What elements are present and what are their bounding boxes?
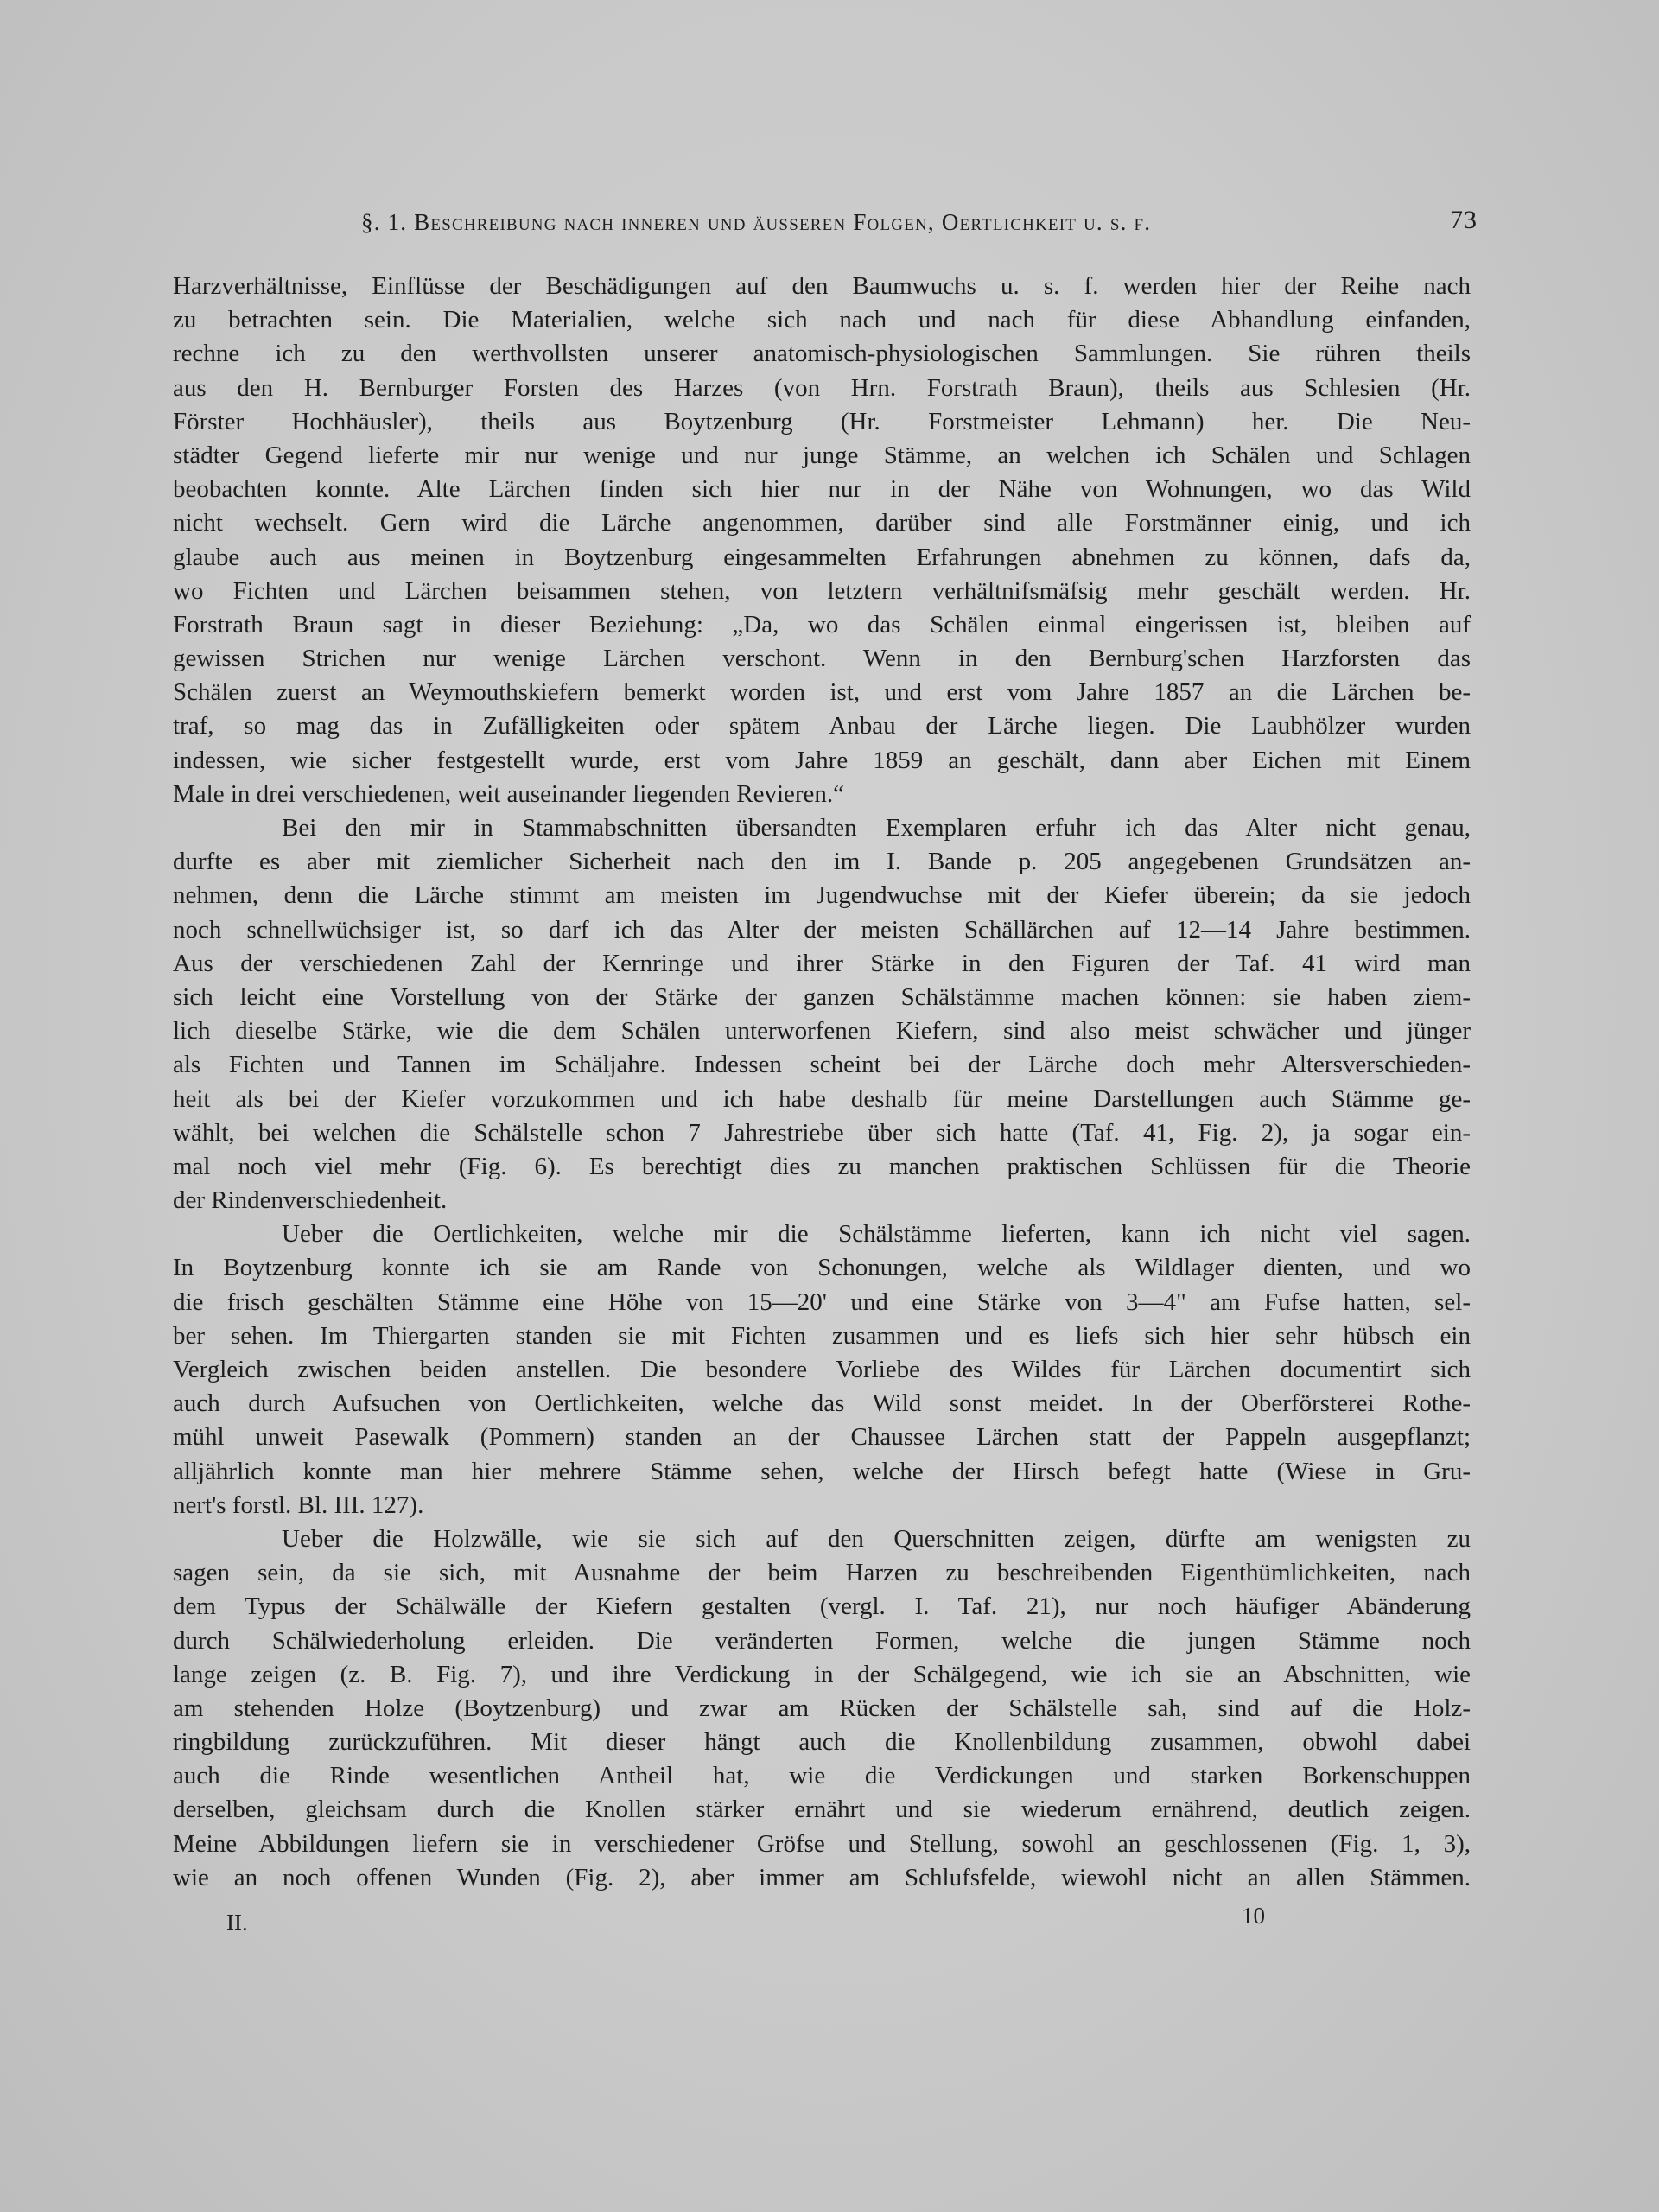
text-line: Harzverhältnisse, Einflüsse der Beschädigungen auf den Baumwuchs u. s. f. werden hier der Reihe nach [173, 272, 1471, 300]
text-line: Ueber die Oertlichkeiten, welche mir die Schälstämme lieferten, kann ich nicht viel sagen. [282, 1220, 1471, 1249]
text-line: ber sehen. Im Thiergarten standen sie mit Fichten zusammen und es liefs sich hier sehr hübsch ein [173, 1321, 1471, 1350]
text-line: In Boytzenburg konnte ich sie am Rande von Schonungen, welche als Wildlager dienten, und wo [173, 1254, 1471, 1282]
text-line: durch Schälwiederholung erleiden. Die veränderten Formen, welche die jungen Stämme noch [173, 1626, 1471, 1655]
text-line: traf, so mag das in Zufälligkeiten oder spätem Anbau der Lärche liegen. Die Laubhölzer wurden [173, 712, 1471, 741]
running-header [173, 206, 1478, 244]
text-line: nehmen, denn die Lärche stimmt am meisten im Jugendwuchse mit der Kiefer überein; da sie jedoch [173, 881, 1471, 910]
text-line: rechne ich zu den werthvollsten unserer anatomisch-physiologischen Sammlungen. Sie rühren theils [173, 340, 1471, 368]
text-line: durfte es aber mit ziemlicher Sicherheit nach den im I. Bande p. 205 angegebenen Grundsätzen an- [173, 848, 1471, 876]
text-line: die frisch geschälten Stämme eine Höhe von 15—20' und eine Stärke von 3—4" am Fufse hatten, sel- [173, 1287, 1471, 1316]
page-number: 73 [1450, 206, 1478, 234]
text-line: beobachten konnte. Alte Lärchen finden sich hier nur in der Nähe von Wohnungen, wo das Wild [173, 475, 1471, 504]
text-line: nert's forstl. Bl. III. 127). [173, 1491, 424, 1519]
text-line: glaube auch aus meinen in Boytzenburg eingesammelten Erfahrungen abnehmen zu können, dafs da, [173, 543, 1471, 571]
footer-sheet-number: 10 [1242, 1903, 1265, 1929]
footer-signature: II. [226, 1910, 248, 1936]
text-line: Forstrath Braun sagt in dieser Beziehung: „Da, wo das Schälen einmal eingerissen ist, bleiben auf [173, 610, 1471, 639]
text-line: auch durch Aufsuchen von Oertlichkeiten, welche das Wild sonst meidet. In der Oberförsterei Rothe- [173, 1389, 1471, 1418]
text-line: nicht wechselt. Gern wird die Lärche angenommen, darüber sind alle Forstmänner einig, und ich [173, 509, 1471, 537]
text-line: wo Fichten und Lärchen beisammen stehen, von letztern verhältnifsmäfsig mehr geschält werden. Hr. [173, 576, 1471, 605]
text-line: alljährlich konnte man hier mehrere Stämme sehen, welche der Hirsch befegt hatte (Wiese in Gru- [173, 1457, 1471, 1485]
text-line: dem Typus der Schälwälle der Kiefern gestalten (vergl. I. Taf. 21), nur noch häufiger Abänderung [173, 1592, 1471, 1621]
text-line: noch schnellwüchsiger ist, so darf ich das Alter der meisten Schällärchen auf 12—14 Jahre bestimmen. [173, 915, 1471, 944]
text-line: mal noch viel mehr (Fig. 6). Es berechtigt dies zu manchen praktischen Schlüssen für die Theorie [173, 1152, 1471, 1180]
header-title: §. 1. Beschreibung nach inneren und äusseren Folgen, Oertlichkeit u. s. f. [361, 209, 1152, 235]
text-line: auch die Rinde wesentlichen Antheil hat, wie die Verdickungen und starken Borkenschuppen [173, 1762, 1471, 1790]
text-line: Aus der verschiedenen Zahl der Kernringe und ihrer Stärke in den Figuren der Taf. 41 wird man [173, 949, 1471, 977]
text-line: heit als bei der Kiefer vorzukommen und ich habe deshalb für meine Darstellungen auch Stämme ge- [173, 1084, 1471, 1113]
text-line: als Fichten und Tannen im Schäljahre. Indessen scheint bei der Lärche doch mehr Altersverschieden- [173, 1051, 1471, 1079]
text-line: zu betrachten sein. Die Materialien, welche sich nach und nach für diese Abhandlung einfanden, [173, 306, 1471, 334]
text-line: Schälen zuerst an Weymouthskiefern bemerkt worden ist, und erst vom Jahre 1857 an die Lärchen be- [173, 678, 1471, 707]
text-line: derselben, gleichsam durch die Knollen stärker ernährt und sie wiederum ernährend, deutlich zeigen. [173, 1796, 1471, 1824]
text-line: städter Gegend lieferte mir nur wenige und nur junge Stämme, an welchen ich Schälen und Schlagen [173, 441, 1471, 469]
text-line: lange zeigen (z. B. Fig. 7), und ihre Verdickung in der Schälgegend, wie ich sie an Abschnitten, wie [173, 1660, 1471, 1688]
text-line: Meine Abbildungen liefern sie in verschiedener Gröfse und Stellung, sowohl an geschlossenen (Fig. 1, 3), [173, 1829, 1471, 1858]
text-line: indessen, wie sicher festgestellt wurde, erst vom Jahre 1859 an geschält, dann aber Eichen mit Einem [173, 746, 1471, 774]
text-line: der Rindenverschiedenheit. [173, 1186, 448, 1215]
text-line: sich leicht eine Vorstellung von der Stärke der ganzen Schälstämme machen können: sie haben ziem- [173, 982, 1471, 1011]
text-line: Bei den mir in Stammabschnitten übersandten Exemplaren erfuhr ich das Alter nicht genau, [282, 814, 1471, 842]
text-line: Vergleich zwischen beiden anstellen. Die besondere Vorliebe des Wildes für Lärchen documentirt sich [173, 1356, 1471, 1383]
text-line: Male in drei verschiedenen, weit auseinander liegenden Revieren.“ [173, 779, 845, 808]
text-line: sagen sein, da sie sich, mit Ausnahme der beim Harzen zu beschreibenden Eigenthümlichkeiten, nach [173, 1559, 1471, 1587]
text-line: Ueber die Holzwälle, wie sie sich auf den Querschnitten zeigen, dürfte am wenigsten zu [282, 1524, 1471, 1553]
text-line: wählt, bei welchen die Schälstelle schon 7 Jahrestriebe über sich hatte (Taf. 41, Fig. 2), ja sogar ein- [173, 1118, 1471, 1147]
text-line: Förster Hochhäusler), theils aus Boytzenburg (Hr. Forstmeister Lehmann) her. Die Neu- [173, 407, 1471, 435]
text-line: ringbildung zurückzuführen. Mit dieser hängt auch die Knollenbildung zusammen, obwohl dabei [173, 1728, 1471, 1757]
text-line: gewissen Strichen nur wenige Lärchen verschont. Wenn in den Bernburg'schen Harzforsten das [173, 645, 1471, 673]
text-line: lich dieselbe Stärke, wie die dem Schälen unterworfenen Kiefern, sind also meist schwächer und jünger [173, 1017, 1471, 1046]
text-line: am stehenden Holze (Boytzenburg) und zwar am Rücken der Schälstelle sah, sind auf die Holz- [173, 1694, 1471, 1722]
text-line: aus den H. Bernburger Forsten des Harzes (von Hrn. Forstrath Braun), theils aus Schlesien (Hr. [173, 373, 1471, 402]
text-line: wie an noch offenen Wunden (Fig. 2), aber immer am Schlufsfelde, wiewohl nicht an allen Stämmen. [173, 1863, 1471, 1891]
text-line: mühl unweit Pasewalk (Pommern) standen an der Chaussee Lärchen statt der Pappeln ausgepflanzt; [173, 1423, 1471, 1452]
body-text [173, 270, 1471, 1895]
